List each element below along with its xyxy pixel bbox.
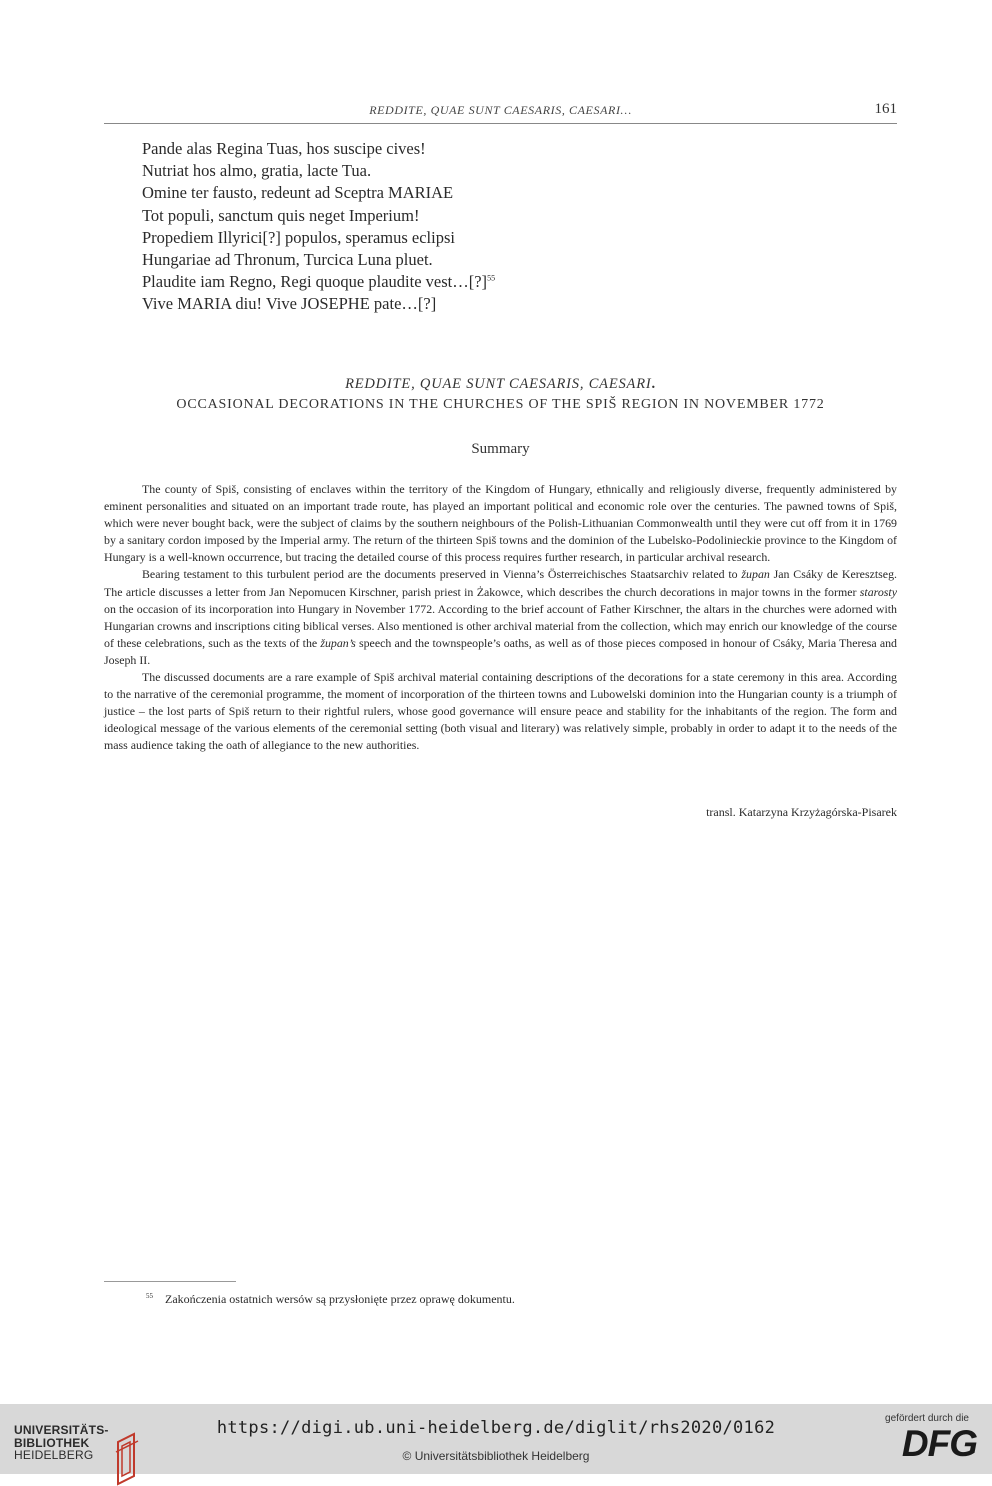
italic-term: župan: [741, 567, 770, 582]
page-number: 161: [874, 101, 897, 117]
poem-line: Propediem Illyrici[?] populos, speramus eclipsi: [142, 227, 455, 247]
translator-credit: transl. Katarzyna Krzyżagórska-Pisarek: [706, 805, 897, 819]
summary-heading: Summary: [471, 441, 530, 457]
dfg-logo[interactable]: DFG: [901, 1423, 977, 1464]
poem-line: [142, 271, 742, 293]
poem-line: Omine ter fausto, redeunt ad Sceptra MARIAE: [142, 183, 454, 203]
article-subtitle: OCCASIONAL DECORATIONS IN THE CHURCHES OF THE SPIŠ REGION IN NOVEMBER 1772: [176, 397, 825, 412]
text-run: Bearing testament to this turbulent period are the documents preserved in Vienna’s Österreichisches Staatsarchiv related to: [142, 567, 742, 582]
poem-line: Pande alas Regina Tuas, hos suscipe cives!: [142, 139, 426, 158]
summary-paragraph: The county of Spiš, consisting of enclaves within the territory of the Kingdom of Hungary, ethnically and religiously diverse, frequently administered by eminent personalities and situated on an important trade route, has played an important political and economic role over the centuries. The pawned towns of Spiš, which were never bought back, were the subject of claims by the southern neighbours of the Polish-Lithuanian Commonwealth until they were cut off from it in 1769 by a sanitary cordon imposed by the Imperial army. The return of the thirteen Spiš towns and the dominion of the Lubelsko-Podolinieckie province to the Kingdom of Hungary is a well-known occurrence, but tracing the detailed course of this process requires further research, in particular archival research.: [104, 482, 897, 565]
article-title-text: REDDITE, QUAE SUNT CAESARIS, CAESARI: [345, 376, 652, 392]
article-title: [104, 374, 897, 394]
article-titles: [104, 374, 897, 415]
copyright-notice: © Universitätsbibliothek Heidelberg: [402, 1449, 590, 1463]
article-title-dot: .: [651, 376, 656, 392]
summary-body: [104, 481, 897, 755]
poem-line: Vive MARIA diu! Vive JOSEPHE pate…[?]: [142, 294, 437, 314]
funder-caption: gefördert durch die: [885, 1413, 969, 1424]
footnote: [146, 1292, 515, 1307]
text-run: Jan Csáky de Keresztseg. The article discusses a letter from Jan Nepomucen Kirschner, parish priest in Żakowce, which describes the church decorations in major towns in the former: [104, 567, 897, 599]
library-name-line: BIBLIOTHEK: [14, 1435, 90, 1450]
italic-term: starosty: [859, 584, 897, 599]
library-name-line: HEIDELBERG: [14, 1448, 94, 1462]
latin-poem: [142, 138, 742, 316]
poem-line: Hungariae ad Thronum, Turcica Luna pluet.: [142, 250, 433, 270]
library-name-line: UNIVERSITÄTS-: [14, 1423, 109, 1437]
poem-line: Tot populi, sanctum quis neget Imperium!: [142, 205, 420, 225]
summary-paragraph: [104, 566, 897, 669]
footnote-divider: [104, 1281, 236, 1282]
text-run: on the occasion of its incorporation into Hungary in November 1772. According to the brief account of Father Kirschner, the altars in the churches were adorned with Hungarian crowns and inscriptions citing biblical verses. Also mentioned is other archival material from the collection, which may enrich our knowledge of the course of these celebrations, such as the texts of the: [104, 601, 897, 650]
poem-line-text: Plaudite iam Regno, Regi quoque plaudite vest…[?]: [142, 272, 488, 292]
viewer-footer: [0, 1404, 992, 1474]
footnote-reference[interactable]: 55: [487, 273, 496, 283]
footnote-number: 55: [146, 1292, 153, 1300]
text-run: speech and the townspeople’s oaths, as well as of those pieces composed in honour of Csáky, Maria Theresa and Joseph II.: [104, 635, 897, 667]
summary-paragraph: The discussed documents are a rare example of Spiš archival material containing descriptions of the decorations for a state ceremony in this area. According to the narrative of the ceremonial programme, the moment of incorporation of the thirteen towns and Lubowelski dominion into the Hungarian county is a triumph of justice – the lost parts of Spiš return to their rightful rulers, whose good governance will ensure peace and stability for the inhabitants of the region. The form and ideological message of the various elements of the ceremonial setting (both visual and literary) was relatively simple, probably in order to adapt it to the needs of the mass audience taking the oath of allegiance to the new authorities.: [104, 670, 897, 753]
poem-line: Nutriat hos almo, gratia, lacte Tua.: [142, 161, 372, 181]
running-head: [104, 101, 897, 124]
footnote-text: Zakończenia ostatnich wersów są przysłonięte przez oprawę dokumentu.: [165, 1292, 515, 1306]
italic-term: župan’s: [320, 635, 356, 650]
permalink-url[interactable]: https://digi.ub.uni-heidelberg.de/diglit/rhs2020/0162: [216, 1418, 776, 1438]
running-title: REDDITE, QUAE SUNT CAESARIS, CAESARI…: [369, 103, 632, 117]
